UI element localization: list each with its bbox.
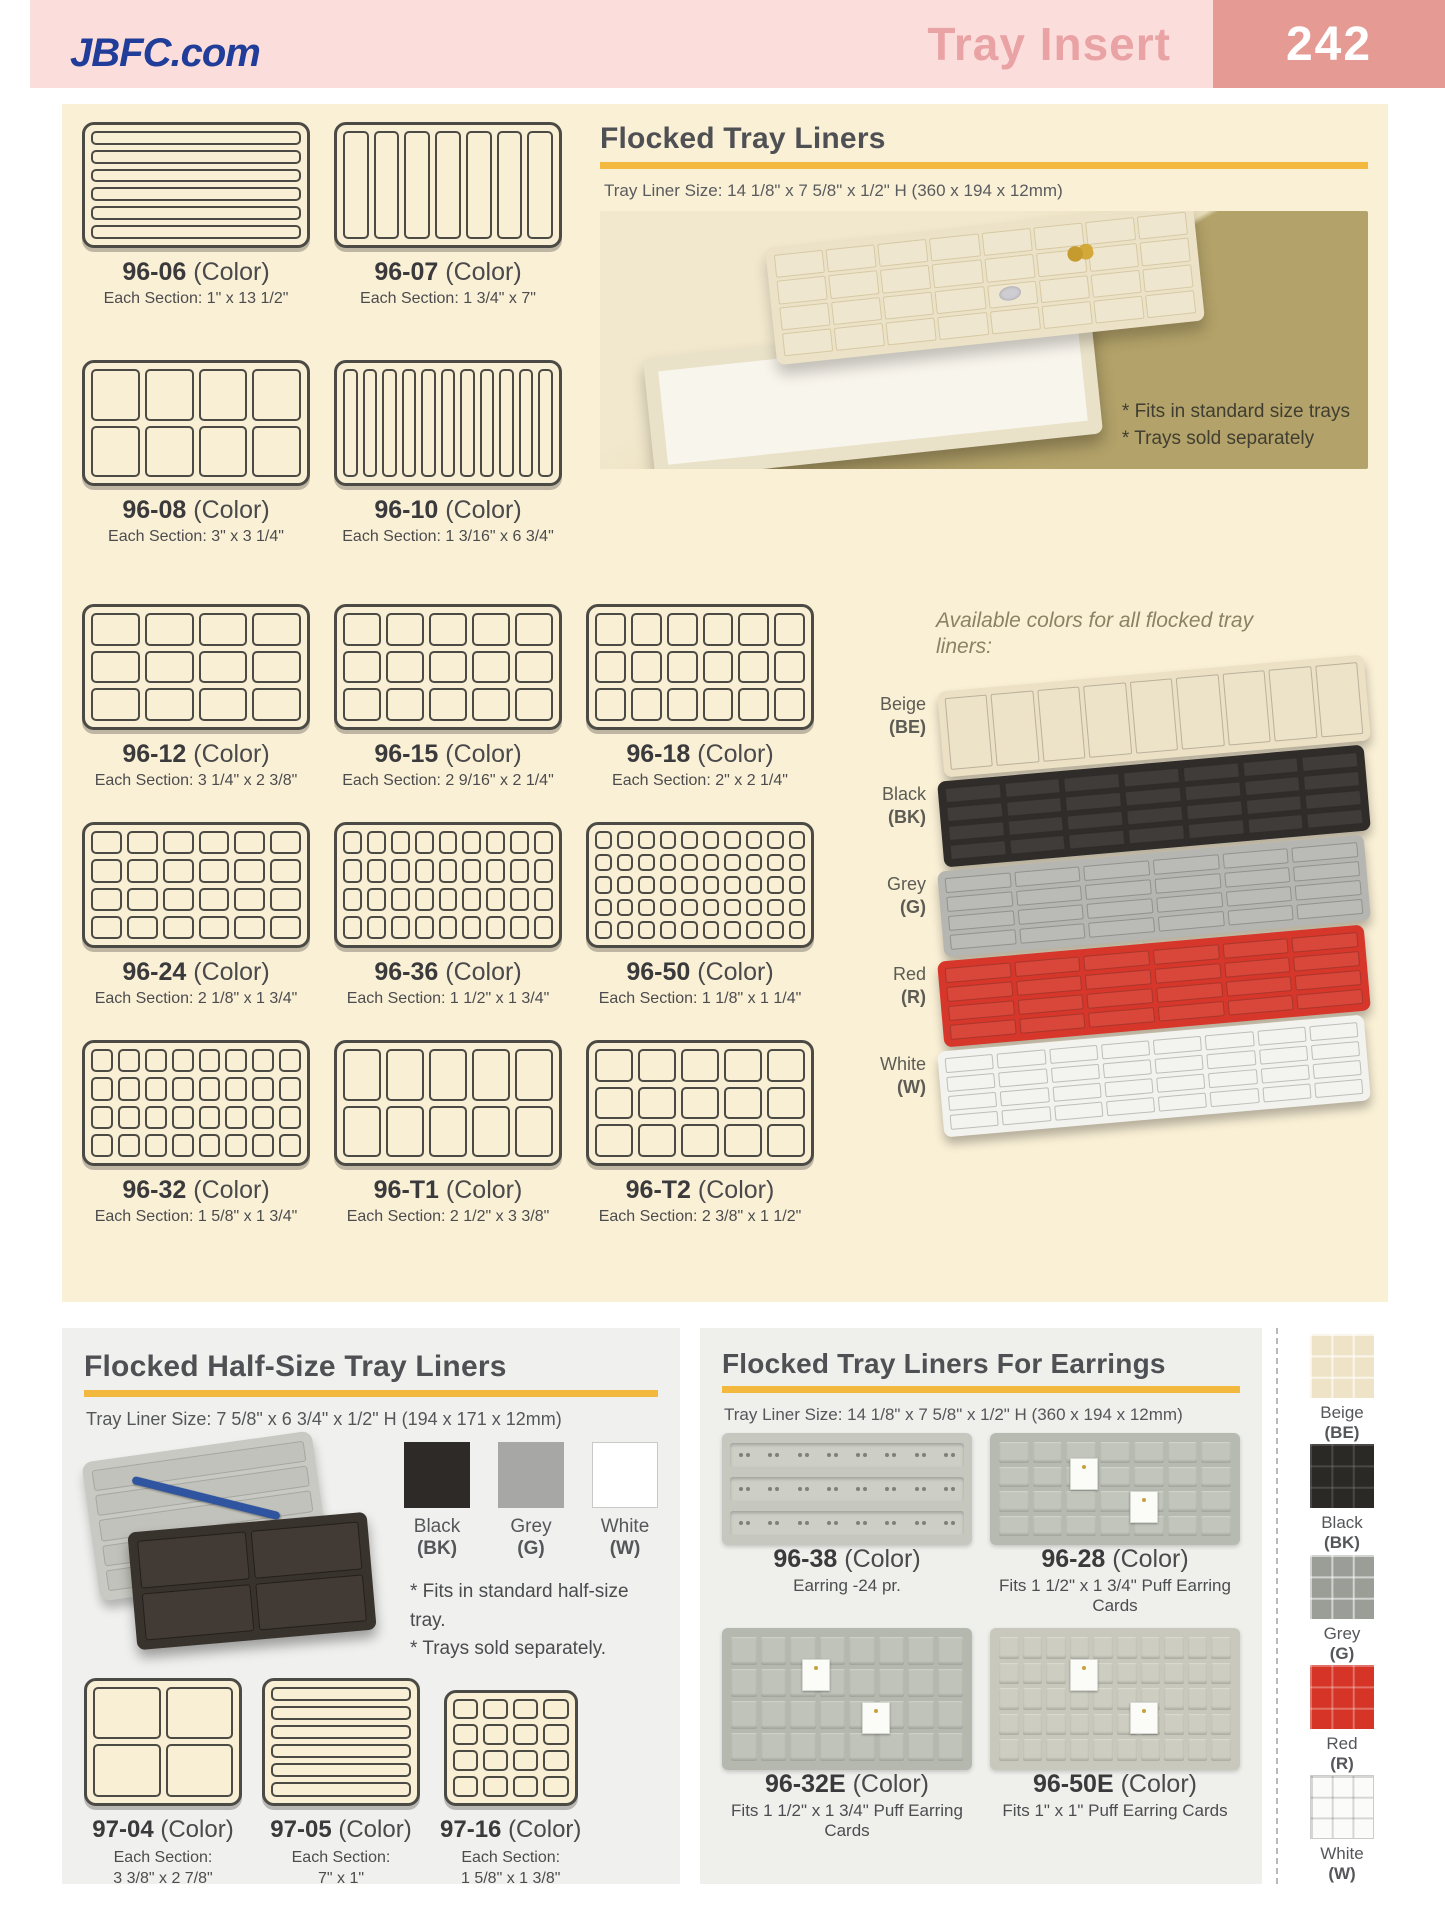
earring-desc: Fits 1 1/2" x 1 3/4" Puff Earring Cards xyxy=(999,1576,1231,1615)
photo-notes xyxy=(1122,398,1350,453)
swatch-code: (BK) xyxy=(416,1538,458,1559)
half-size-products xyxy=(84,1678,658,1890)
product-color-suffix: (Color) xyxy=(1112,1545,1189,1573)
half-size-middle xyxy=(84,1438,658,1664)
product-card-96-50 xyxy=(586,822,814,1040)
swatch-color-box xyxy=(498,1442,564,1508)
product-section-label: Each Section: xyxy=(113,1848,213,1866)
earrings-section xyxy=(700,1328,1262,1884)
product-code: 97-05 xyxy=(270,1815,332,1843)
product-section-size: Each Section: 3" x 3 1/4" xyxy=(108,528,284,545)
product-color-suffix: (Color) xyxy=(852,1770,929,1798)
section-heading: Flocked Half-Size Tray Liners xyxy=(84,1350,507,1383)
product-code: 96-T1 xyxy=(373,1176,439,1204)
product-color-suffix: (Color) xyxy=(697,958,774,986)
swatch-name: White xyxy=(600,1516,650,1537)
dark-tray-photo xyxy=(127,1512,376,1650)
product-card-96-38 xyxy=(722,1433,972,1616)
product-card-96-T1 xyxy=(334,1040,562,1284)
heading-underline xyxy=(84,1390,658,1397)
product-code: 97-04 xyxy=(92,1815,154,1843)
tray-diagram xyxy=(334,122,562,248)
product-section-size: Each Section: 1 3/16" x 6 3/4" xyxy=(342,528,554,545)
product-color-suffix: (Color) xyxy=(193,740,270,768)
half-size-swatches xyxy=(404,1442,658,1560)
product-color-suffix: (Color) xyxy=(160,1815,234,1843)
product-section-size: Each Section: 2 1/8" x 1 3/4" xyxy=(94,990,298,1007)
product-card-96-07 xyxy=(334,122,562,360)
half-size-section xyxy=(62,1328,680,1888)
product-color-suffix: (Color) xyxy=(445,258,522,286)
product-section-label: Each Section: xyxy=(291,1848,391,1866)
product-color-suffix: (Color) xyxy=(193,496,270,524)
color-row-red xyxy=(840,937,1368,1035)
color-code: (R) xyxy=(901,986,926,1007)
tray-liner-size: Tray Liner Size: 14 1/8" x 7 5/8" x 1/2" H (360 x 194 x 12mm) xyxy=(724,1405,1183,1424)
swatch-color-box xyxy=(1310,1334,1374,1398)
swatch-color-box xyxy=(592,1442,658,1508)
heading-underline xyxy=(722,1386,1240,1393)
page-number: 242 xyxy=(1285,17,1373,71)
product-card-97-05 xyxy=(262,1678,420,1890)
color-code: (W) xyxy=(897,1076,926,1097)
product-color-suffix: (Color) xyxy=(697,740,774,768)
earring-desc: Fits 1" x 1" Puff Earring Cards xyxy=(1002,1801,1228,1820)
product-card-96-28 xyxy=(990,1433,1240,1616)
tray-diagram xyxy=(82,122,310,248)
swatch-color-box xyxy=(1310,1775,1374,1839)
tray-diagram xyxy=(334,604,562,730)
earring-desc: Fits 1 1/2" x 1 3/4" Puff Earring Cards xyxy=(731,1801,963,1840)
note-line: * Fits in standard size trays xyxy=(1121,400,1350,422)
swatch-name: Grey xyxy=(510,1516,552,1537)
product-color-suffix: (Color) xyxy=(193,1176,270,1204)
swatch-name: Grey xyxy=(1323,1623,1361,1643)
product-color-suffix: (Color) xyxy=(445,740,522,768)
tray-diagram xyxy=(334,822,562,948)
swatch-color-box xyxy=(404,1442,470,1508)
product-code: 96-T2 xyxy=(625,1176,691,1204)
product-card-96-15 xyxy=(334,604,562,822)
color-code: (BE) xyxy=(889,716,926,737)
product-code: 96-10 xyxy=(374,496,439,524)
available-colors-intro: Available colors for all flocked tray liners: xyxy=(936,609,1254,659)
swatch-beige xyxy=(1296,1334,1388,1443)
header-strip xyxy=(30,0,1213,88)
product-code: 96-24 xyxy=(122,958,187,986)
half-size-notes xyxy=(410,1578,658,1664)
color-row-white xyxy=(840,1027,1368,1125)
tray-diagram xyxy=(262,1678,420,1806)
swatch-code: (G) xyxy=(1329,1643,1355,1663)
product-code: 96-08 xyxy=(122,496,187,524)
swatch-name: Black xyxy=(1321,1513,1363,1533)
half-size-photo xyxy=(84,1438,392,1646)
product-code: 96-36 xyxy=(374,958,439,986)
product-section-size: Each Section: 1 1/2" x 1 3/4" xyxy=(346,990,550,1007)
swatch-code: (BK) xyxy=(1324,1533,1360,1553)
product-card-96-18 xyxy=(586,604,814,822)
swatch-white xyxy=(1296,1775,1388,1884)
product-color-suffix: (Color) xyxy=(508,1815,582,1843)
header-bar xyxy=(30,0,1445,88)
product-card-97-16 xyxy=(440,1690,581,1890)
product-code: 96-15 xyxy=(374,740,439,768)
product-code: 96-12 xyxy=(122,740,187,768)
swatch-name: Beige xyxy=(1320,1403,1364,1422)
swatch-name: Red xyxy=(1326,1733,1358,1753)
earring-tray-photo xyxy=(990,1433,1240,1545)
product-color-suffix: (Color) xyxy=(445,1176,523,1204)
heading-underline xyxy=(600,162,1368,169)
product-section-size: 7" x 1" xyxy=(317,1870,365,1888)
product-card-96-24 xyxy=(82,822,310,1040)
product-code: 96-32E xyxy=(765,1770,846,1798)
color-swatch-column xyxy=(1276,1328,1388,1884)
tray-diagram xyxy=(334,360,562,486)
main-panel xyxy=(62,104,1388,1302)
color-name: Beige xyxy=(879,694,926,714)
product-card-96-12 xyxy=(82,604,310,822)
product-code: 96-32 xyxy=(122,1176,187,1204)
half-size-info xyxy=(392,1438,658,1664)
color-row-black xyxy=(840,757,1368,855)
site-logo: JBFC.com xyxy=(70,30,260,75)
product-color-suffix: (Color) xyxy=(338,1815,412,1843)
product-code: 96-07 xyxy=(374,258,439,286)
earring-tray-photo xyxy=(990,1628,1240,1770)
swatch-code: (R) xyxy=(1330,1753,1354,1773)
earring-tray-photo xyxy=(722,1433,972,1545)
swatch-color-box xyxy=(1310,1555,1374,1619)
product-section-size: Each Section: 2 1/2" x 3 3/8" xyxy=(346,1208,550,1225)
product-code: 96-28 xyxy=(1041,1545,1106,1573)
tray-diagram xyxy=(82,822,310,948)
liner-photo xyxy=(765,211,1205,365)
note-line: * Fits in standard half-size tray. xyxy=(410,1581,629,1631)
product-section-label: Each Section: xyxy=(461,1848,561,1866)
product-section-size: Each Section: 1 1/8" x 1 1/4" xyxy=(598,990,802,1007)
color-code: (BK) xyxy=(888,806,926,827)
tray-diagram xyxy=(334,1040,562,1166)
tray-diagram xyxy=(586,1040,814,1166)
swatch-grey xyxy=(498,1442,564,1560)
tray-diagram xyxy=(586,604,814,730)
color-tray-photo xyxy=(937,1014,1371,1137)
product-card-97-04 xyxy=(84,1678,242,1890)
product-photo xyxy=(600,211,1368,469)
product-code: 96-50 xyxy=(626,958,691,986)
tray-liner-size: Tray Liner Size: 7 5/8" x 6 3/4" x 1/2" H (194 x 171 x 12mm) xyxy=(86,1409,562,1429)
color-name: White xyxy=(879,1054,926,1074)
swatch-name: White xyxy=(1320,1844,1364,1863)
tray-diagram xyxy=(586,822,814,948)
swatch-name: Black xyxy=(413,1516,461,1537)
product-color-suffix: (Color) xyxy=(445,496,522,524)
product-card-96-32 xyxy=(82,1040,310,1284)
product-section-size: Each Section: 1" x 13 1/2" xyxy=(103,290,289,307)
flocked-tray-liners-section xyxy=(586,122,1368,604)
product-color-suffix: (Color) xyxy=(1120,1770,1197,1798)
product-section-size: 1 5/8" x 1 3/8" xyxy=(460,1870,561,1888)
main-grid xyxy=(62,104,1388,1302)
swatch-code: (BE) xyxy=(1324,1423,1360,1442)
product-code: 96-38 xyxy=(773,1545,838,1573)
swatch-color-box xyxy=(1310,1444,1374,1508)
product-color-suffix: (Color) xyxy=(193,258,270,286)
liner-grid xyxy=(774,212,1196,357)
page-title: Tray Insert xyxy=(927,18,1171,70)
swatch-grey xyxy=(1296,1555,1388,1664)
earring-tray-photo xyxy=(722,1628,972,1770)
product-section-size: 3 3/8" x 2 7/8" xyxy=(113,1870,213,1888)
tray-diagram xyxy=(444,1690,578,1806)
color-name: Black xyxy=(881,784,926,804)
product-code: 96-18 xyxy=(626,740,691,768)
product-color-suffix: (Color) xyxy=(445,958,522,986)
swatch-code: (W) xyxy=(609,1538,641,1559)
product-card-96-08 xyxy=(82,360,310,604)
product-section-size: Each Section: 2 9/16" x 2 1/4" xyxy=(342,772,554,789)
color-row-grey xyxy=(840,847,1368,945)
tray-diagram xyxy=(84,1678,242,1806)
swatch-white xyxy=(592,1442,658,1560)
product-card-96-06 xyxy=(82,122,310,360)
product-code: 97-16 xyxy=(440,1815,502,1843)
swatch-code: (W) xyxy=(1328,1864,1356,1883)
product-card-96-32E xyxy=(722,1628,972,1841)
swatch-black xyxy=(404,1442,470,1560)
product-card-96-10 xyxy=(334,360,562,604)
product-section-size: Each Section: 1 5/8" x 1 3/4" xyxy=(94,1208,298,1225)
product-section-size: Each Section: 2" x 2 1/4" xyxy=(612,772,788,789)
product-code: 96-06 xyxy=(122,258,187,286)
product-color-suffix: (Color) xyxy=(193,958,270,986)
swatch-color-box xyxy=(1310,1665,1374,1729)
note-line: * Trays sold separately xyxy=(1121,428,1315,450)
product-color-suffix: (Color) xyxy=(844,1545,921,1573)
product-card-96-36 xyxy=(334,822,562,1040)
tray-diagram xyxy=(82,1040,310,1166)
tray-diagram xyxy=(82,360,310,486)
product-section-size: Each Section: 3 1/4" x 2 3/8" xyxy=(94,772,298,789)
product-section-size: Each Section: 1 3/4" x 7" xyxy=(360,290,536,307)
color-name: Red xyxy=(892,964,926,984)
product-card-96-50E xyxy=(990,1628,1240,1841)
color-name: Grey xyxy=(886,874,926,894)
note-line: * Trays sold separately. xyxy=(410,1638,607,1659)
available-colors-section xyxy=(834,604,1368,1284)
earrings-products xyxy=(722,1433,1240,1841)
swatch-red xyxy=(1296,1665,1388,1774)
product-section-size: Each Section: 2 3/8" x 1 1/2" xyxy=(598,1208,802,1225)
color-row-beige xyxy=(840,667,1368,765)
section-heading: Flocked Tray Liners xyxy=(600,122,886,155)
swatch-code: (G) xyxy=(517,1538,545,1559)
earring-desc: Earring -24 pr. xyxy=(793,1576,901,1595)
swatch-black xyxy=(1296,1444,1388,1553)
tray-diagram xyxy=(82,604,310,730)
page-number-block xyxy=(1213,0,1445,88)
product-card-96-T2 xyxy=(586,1040,814,1284)
product-code: 96-50E xyxy=(1033,1770,1114,1798)
product-color-suffix: (Color) xyxy=(697,1176,775,1204)
color-code: (G) xyxy=(900,896,926,917)
tray-liner-size: Tray Liner Size: 14 1/8" x 7 5/8" x 1/2" H (360 x 194 x 12mm) xyxy=(604,181,1063,200)
section-heading: Flocked Tray Liners For Earrings xyxy=(722,1348,1166,1379)
